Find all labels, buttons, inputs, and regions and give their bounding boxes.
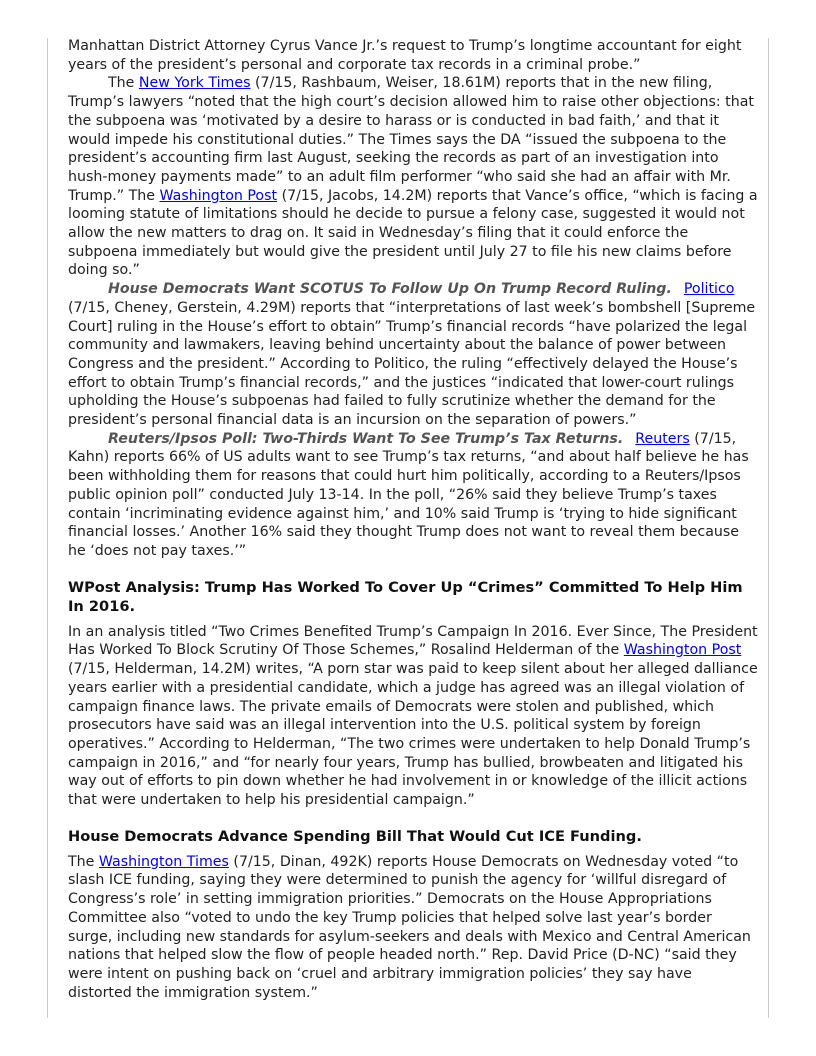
link-reuters[interactable]: Reuters xyxy=(635,430,690,447)
link-washington-times[interactable]: Washington Times xyxy=(98,853,229,870)
right-margin-rule xyxy=(768,38,769,1018)
paragraph-nyt-report: The New York Times (7/15, Rashbaum, Weiser, 18.61M) reports that in the new filing, Trump’s lawyers “noted that the high court’s decision allowed him to raise other objections: that the subpoena was ‘motivated by a desire to harass or is conducted in bad faith,’ and that it would impede his constitutional duties.” The Times says the DA “issued the subpoena to the president’s accounting firm last August, seeking the records as part of an investigation into hush-money payments made” to an adult film performer “who said she had an affair with Mr. Trump.” The Washington Post (7/15, Jacobs, 14.2M) reports that Vance’s office, “which is facing a looming statute of limitations should he decide to pursue a felony case, suggested it would not allow the new matters to drag on. It said in Wednesday’s filing that it could enforce the subpoena immediately but would give the president until July 27 to file his new claims before doing so.” xyxy=(68,75,758,279)
paragraph-reuters-poll: Reuters/Ipsos Poll: Two-Thirds Want To See Trump’s Tax Returns. Reuters (7/15, Kahn) reports 66% of US adults want to see Trump’s tax returns, “and about half believe he has been withholding them for reasons that could hurt him politically, according to a Reuters/Ipsos public opinion poll” conducted July 13-14. In the poll, “26% said they believe Trump’s taxes contain ‘incriminating evidence against him,’ and 10% said Trump is ‘trying to hide significant financial losses.’ Another 16% said they thought Trump does not want to reveal them because he ‘does not pay taxes.’” xyxy=(68,430,749,559)
paragraph-scotus-ruling: House Democrats Want SCOTUS To Follow Up On Trump Record Ruling. Politico (7/15, Cheney, Gerstein, 4.29M) reports that “interpretations of last week’s bombshell [Supreme Court] ruling in the House’s effort to obtain” Trump’s financial records “have polarized the legal community and lawmakers, leaving behind uncertainty about the balance of power between Congress and the president.” According to Politico, the ruling “effectively delayed the House’s effort to obtain Trump’s financial records,” and the justices “indicated that lower-court rulings upholding the House’s subpoenas had failed to fully scrutinize whether the demand for the president’s personal financial data is an incursion on the separation of powers.” xyxy=(68,281,756,429)
link-new-york-times[interactable]: New York Times xyxy=(138,75,251,92)
section-heading-ice-funding: House Democrats Advance Spending Bill That Would Cut ICE Funding. xyxy=(68,827,642,845)
paragraph-continuation: Manhattan District Attorney Cyrus Vance Jr.’s request to Trump’s longtime accountant for eight years of the president’s personal and corporate tax records in a criminal probe.” xyxy=(68,38,742,73)
link-washington-post[interactable]: Washington Post xyxy=(159,187,278,204)
section-heading-wpost-analysis: WPost Analysis: Trump Has Worked To Cover Up “Crimes” Committed To Help Him In 2016. xyxy=(68,578,743,615)
document-body xyxy=(68,37,758,1002)
paragraph-ice-funding: The Washington Times (7/15, Dinan, 492K) reports House Democrats on Wednesday voted “to slash ICE funding, saying they were determined to punish the agency for ‘willful disregard of Congress’s role’ in setting immigration priorities.” Democrats on the House Appropriations Committee also “voted to undo the key Trump policies that helped solve last year’s border surge, including new standards for asylum-seekers and deals with Mexico and Central American nations that helped slow the flow of people headed north.” Rep. David Price (D-NC) “said they were intent on pushing back on ‘cruel and arbitrary immigration policies’ they say have distorted the immigration system.” xyxy=(68,853,751,1001)
left-margin-rule xyxy=(47,38,48,1018)
link-washington-post[interactable]: Washington Post xyxy=(623,642,742,659)
link-politico[interactable]: Politico xyxy=(683,281,735,298)
story-subhead: Reuters/Ipsos Poll: Two-Thirds Want To See Trump’s Tax Returns. xyxy=(108,430,624,447)
story-subhead: House Democrats Want SCOTUS To Follow Up On Trump Record Ruling. xyxy=(108,281,672,298)
paragraph-wpost-analysis: In an analysis titled “Two Crimes Benefited Trump’s Campaign In 2016. Ever Since, The President Has Worked To Block Scrutiny Of Those Schemes,” Rosalind Helderman of the Washington Post (7/15, Helderman, 14.2M) writes, “A porn star was paid to keep silent about her alleged dalliance years earlier with a presidential candidate, which a judge has agreed was an illegal violation of campaign finance laws. The private emails of Democrats were stolen and published, which prosecutors have said was an illegal intervention into the U.S. political system by foreign operatives.” According to Helderman, “The two crimes were undertaken to help Donald Trump’s campaign in 2016,” and “for nearly four years, Trump has bullied, browbeaten and litigated his way out of efforts to pin down whether he had involvement in or knowledge of the illicit actions that were undertaken to help his presidential campaign.” xyxy=(68,623,758,809)
